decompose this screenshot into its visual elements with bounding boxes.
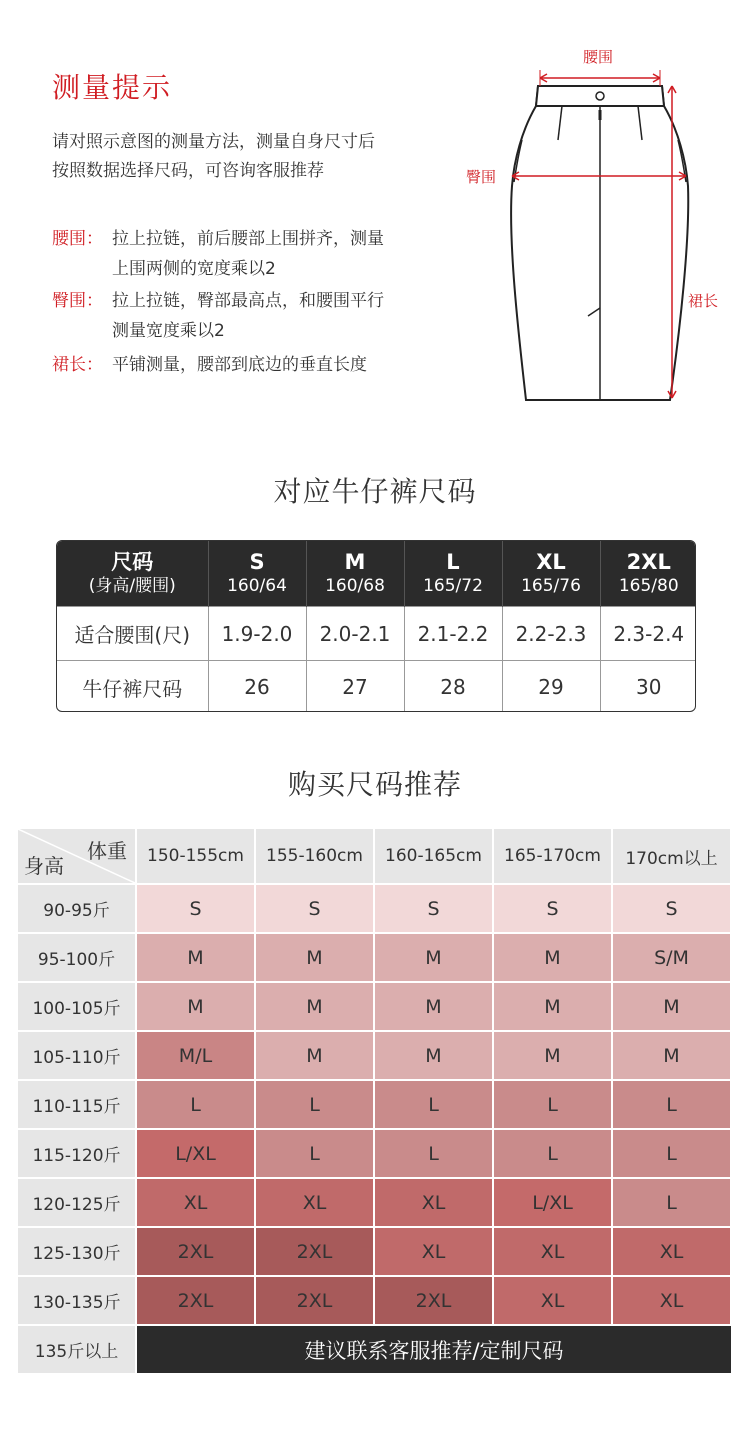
size-cell: S [375, 885, 492, 932]
tip-length-label: 裙长： [52, 355, 103, 375]
size-cell: L [256, 1081, 373, 1128]
header-cell [208, 541, 306, 607]
grid-last-row [18, 1326, 731, 1373]
size-cell: S [494, 885, 611, 932]
tip-hip-text: 测量宽度乘以2 [112, 321, 225, 341]
table-cell: 29 [502, 661, 600, 713]
size-cell: L [613, 1130, 730, 1177]
size-cell: M [137, 983, 254, 1030]
size-spec: 165/80 [618, 575, 679, 596]
size-cell: M/L [137, 1032, 254, 1079]
grid-corner-cell [18, 829, 135, 883]
grid-row [18, 1032, 731, 1079]
size-cell: S [613, 885, 730, 932]
grid-row [18, 934, 731, 981]
row-label: 适合腰围(尺) [57, 607, 208, 661]
tips-title: 测量提示 [52, 71, 173, 104]
table-cell: 30 [600, 661, 696, 713]
weight-label: 125-130斤 [18, 1228, 135, 1275]
table-header-row [57, 541, 696, 607]
size-cell: M [256, 983, 373, 1030]
weight-label: 105-110斤 [18, 1032, 135, 1079]
tip-hip-label: 臀围： [52, 291, 103, 311]
size-cell: XL [494, 1228, 611, 1275]
header-cell [600, 541, 696, 607]
table-cell: 1.9-2.0 [208, 607, 306, 661]
size-label: 2XL [626, 549, 671, 574]
tip-waist-text: 拉上拉链，前后腰部上围拼齐，测量 [112, 229, 384, 249]
tip-hip [52, 286, 384, 346]
grid-row [18, 885, 731, 932]
header-label: 尺码 [111, 549, 154, 574]
size-cell: M [494, 983, 611, 1030]
size-cell: M [256, 934, 373, 981]
tip-waist [52, 224, 384, 284]
size-spec: 160/64 [227, 575, 287, 596]
size-cell: XL [613, 1228, 730, 1275]
header-cell [404, 541, 502, 607]
size-cell: L [256, 1130, 373, 1177]
grid-row [18, 1179, 731, 1226]
size-cell: L [137, 1081, 254, 1128]
table-cell: 27 [306, 661, 404, 713]
grid-body [18, 885, 731, 1324]
size-cell: XL [494, 1277, 611, 1324]
diagram-length-label: 裙长 [688, 292, 719, 310]
tip-length-text: 平铺测量，腰部到底边的垂直长度 [112, 355, 367, 375]
header-cell-size [57, 541, 208, 607]
grid-row [18, 1081, 731, 1128]
weight-label: 115-120斤 [18, 1130, 135, 1177]
diagram-waist-label: 腰围 [583, 48, 614, 66]
grid-row [18, 1130, 731, 1177]
jeans-size-table [56, 540, 696, 712]
size-cell: L [494, 1081, 611, 1128]
custom-size-note: 建议联系客服推荐/定制尺码 [137, 1326, 731, 1373]
weight-label: 120-125斤 [18, 1179, 135, 1226]
size-cell: S [256, 885, 373, 932]
size-cell: 2XL [137, 1277, 254, 1324]
size-cell: L/XL [494, 1179, 611, 1226]
weight-label: 130-135斤 [18, 1277, 135, 1324]
size-cell: L [375, 1130, 492, 1177]
tips-intro-line: 按照数据选择尺码，可咨询客服推荐 [52, 161, 324, 181]
table-cell: 2.3-2.4 [600, 607, 696, 661]
size-cell: XL [375, 1179, 492, 1226]
header-cell [306, 541, 404, 607]
size-cell: L/XL [137, 1130, 254, 1177]
size-cell: L [494, 1130, 611, 1177]
size-spec: 160/68 [325, 575, 385, 596]
size-cell: XL [375, 1228, 492, 1275]
corner-height-label: 身高 [24, 854, 64, 878]
size-cell: S/M [613, 934, 730, 981]
recommend-section-title: 购买尺码推荐 [287, 768, 462, 801]
size-cell: XL [613, 1277, 730, 1324]
table-cell: 2.0-2.1 [306, 607, 404, 661]
table-cell: 2.2-2.3 [502, 607, 600, 661]
size-cell: L [375, 1081, 492, 1128]
table-cell: 2.1-2.2 [404, 607, 502, 661]
corner-weight-label: 体重 [87, 839, 127, 863]
size-cell: M [137, 934, 254, 981]
size-cell: XL [256, 1179, 373, 1226]
weight-label: 90-95斤 [18, 885, 135, 932]
height-header: 160-165cm [375, 829, 492, 883]
tip-waist-text: 上围两侧的宽度乘以2 [112, 259, 276, 279]
size-cell: M [613, 1032, 730, 1079]
grid-row [18, 983, 731, 1030]
size-cell: M [375, 934, 492, 981]
weight-label: 135斤以上 [18, 1326, 135, 1373]
table-row [57, 661, 696, 713]
size-cell: M [494, 1032, 611, 1079]
size-cell: XL [137, 1179, 254, 1226]
weight-label: 100-105斤 [18, 983, 135, 1030]
size-cell: 2XL [256, 1277, 373, 1324]
grid-header-row [18, 829, 731, 883]
weight-label: 110-115斤 [18, 1081, 135, 1128]
tip-length [52, 350, 367, 380]
height-header: 170cm以上 [613, 829, 730, 883]
size-cell: L [613, 1179, 730, 1226]
size-label: L [446, 549, 460, 574]
tip-waist-label: 腰围： [52, 229, 103, 249]
size-cell: M [494, 934, 611, 981]
size-label: M [344, 549, 366, 574]
size-label: S [249, 549, 265, 574]
table-row [57, 607, 696, 661]
size-cell: 2XL [256, 1228, 373, 1275]
tips-intro-line: 请对照示意图的测量方法，测量自身尺寸后 [52, 132, 375, 152]
jeans-section-title: 对应牛仔裤尺码 [273, 475, 477, 508]
size-cell: M [375, 1032, 492, 1079]
recommend-grid [18, 829, 731, 1375]
size-cell: S [137, 885, 254, 932]
header-sublabel: (身高/腰围) [88, 575, 176, 596]
size-spec: 165/72 [423, 575, 483, 596]
diagram-hip-label: 臀围 [466, 168, 497, 186]
size-cell: 2XL [137, 1228, 254, 1275]
size-cell: L [613, 1081, 730, 1128]
table-cell: 28 [404, 661, 502, 713]
height-header: 155-160cm [256, 829, 373, 883]
tip-hip-text: 拉上拉链，臀部最高点，和腰围平行 [112, 291, 384, 311]
size-cell: M [375, 983, 492, 1030]
row-label: 牛仔裤尺码 [57, 661, 208, 713]
size-label: XL [536, 549, 566, 574]
height-header: 150-155cm [137, 829, 254, 883]
size-spec: 165/76 [521, 575, 581, 596]
size-cell: M [256, 1032, 373, 1079]
size-cell: 2XL [375, 1277, 492, 1324]
table-cell: 26 [208, 661, 306, 713]
height-header: 165-170cm [494, 829, 611, 883]
skirt-diagram [500, 60, 730, 420]
header-cell [502, 541, 600, 607]
tips-intro [52, 128, 452, 186]
weight-label: 95-100斤 [18, 934, 135, 981]
grid-row [18, 1228, 731, 1275]
grid-row [18, 1277, 731, 1324]
size-cell: M [613, 983, 730, 1030]
